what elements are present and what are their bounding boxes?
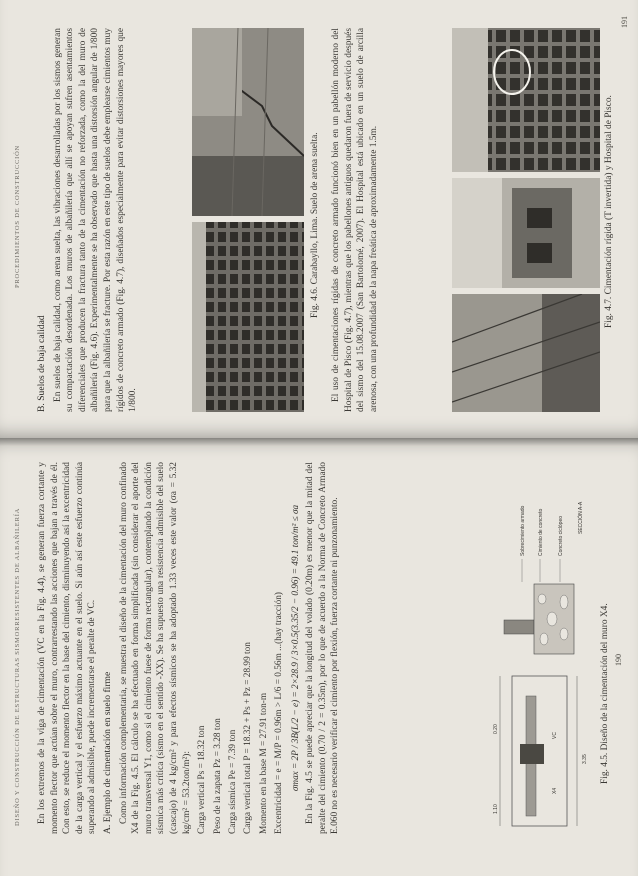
right-page-header: PROCEDIMIENTOS DE CONSTRUCCIÓN <box>14 144 21 288</box>
legend-ciclopeo: Concreto ciclópeo <box>558 515 564 556</box>
section-title-b: B. Suelos de baja calidad <box>36 315 47 412</box>
dim-right-label: 3.35 <box>582 754 588 764</box>
soils-paragraph: En suelos de baja calidad, como arena suelta, las vibraciones desarrolladas por los sismos generan su compactación desordenada. Los muros de albañilería que allí se apoyan sufren asentamientos diferenciales que producen la fractura tanto de la cimentación no reforzada, como la del muro de albañilería (Fig. 4.6). Experimentalmente se ha observado que hasta una distorsión angular de 1/800 para que la albañilería se fracture. Por esta razón en este tipo de suelos debe emplearse cimientos muy rígidos de concreto armado (Fig. 4.7), diseñados especialmente para evitar distorsiones mayores que 1/800. <box>52 28 139 412</box>
section-title-a: A. Ejemplo de cimentación en suelo firme <box>101 671 113 834</box>
right-page-top-text <box>36 28 143 412</box>
left-page-number: 190 <box>614 654 623 666</box>
intro-paragraph: En los extremos de la viga de cimentación (VC en la Fig. 4.4), se generan fuerza cortante y momento flector que actúan sobre el muro, contrarrestando las acciones que bajan a través de él. Con esto, se reduce el momento flector en la base del cimiento, disminuyendo así la excentricidad de la carga vertical y el esfuerzo máximo actuante en el suelo. Si aún así este esfuerzo continúa superando al admisible, puede incrementarse el peralte de VC. <box>37 462 98 834</box>
fig47-caption: Fig. 4.7. Cimentación rígida (T invertida) y Hospital de Pisco. <box>604 95 614 328</box>
dim-left-label: 1.10 <box>493 804 499 814</box>
left-page-header: DISEÑO Y CONSTRUCCIÓN DE ESTRUCTURAS SISMORRESISTENTES DE ALBAÑILERÍA <box>14 507 21 826</box>
data-line: Momento en la base M = 27.91 ton-m <box>258 692 269 834</box>
rigid-foundation-paragraph: El uso de cimentaciones rígidas de concreto armado funcionó bien en un pabellón moderno del Hospital de Pisco (Fig. 4.7), mientras que los pabellones antiguos quedaron fuera de servicio después del sismo del 15.08.2007 (San Bartolomé, 2007). El Hospital está ubicado en un suelo de arcilla arenosa, con una profundidad de la napa freática de aproximadamente 1.5m. <box>331 28 379 412</box>
data-line: Peso de la zapata Pz = 3.28 ton <box>212 718 223 834</box>
data-line: Carga sísmica Pe = 7.39 ton <box>227 729 238 834</box>
fig47-photo-middle <box>452 178 600 288</box>
data-line: Excentricidad = e = M/P = 0.96m > L/6 = 0.56m ...(hay tracción) <box>274 592 285 834</box>
data-line: Carga vertical total P = 18.32 + Ps + Pz = 28.99 ton <box>243 642 254 834</box>
dim-mid-label: 0.20 <box>493 724 499 734</box>
closing-paragraph: En la Fig. 4.5 se puede apreciar que la longitud del volado (0.20m) es menor que la mitad del peralte del cimiento (0.70 / 2 = 0.35m), por lo que de acuerdo a la Norma de Concreto Armado E.060 no es necesario verificar el cimiento por flexión, fuerza cortante ni punzonamiento. <box>305 462 341 834</box>
fig47-photo-left <box>452 294 600 412</box>
fig46-photo-right <box>192 28 304 216</box>
section-label: SECCIÓN A-A <box>578 501 584 534</box>
fig47-photo-right <box>452 28 600 172</box>
right-page-number: 191 <box>620 16 629 28</box>
data-line: Carga vertical Ps = 18.32 ton <box>197 725 208 834</box>
right-page-mid-text <box>330 28 383 412</box>
left-page-body <box>36 462 345 834</box>
x4-label: X4 <box>552 787 558 794</box>
left-page <box>0 438 638 876</box>
vc-label: VC <box>552 732 558 739</box>
fig45-caption: Fig. 4.5. Diseño de la cimentación del muro X4. <box>600 603 610 784</box>
legend-cimiento: Cimiento de concreto <box>538 508 544 556</box>
example-paragraph: Como información complementaria, se muestra el diseño de la cimentación del muro confinado X4 de la Fig. 4.5. El cálculo se ha efectuado en forma simplificada (sin considerar el aporte del muro transversal Y1, como si el cimiento fuese de forma rectangular), contemplando la condición sísmica más crítica (sismo en el sentido -XX). Se ha supuesto una resistencia admisible del suelo (cascajo) de 4 kg/cm² y para efectos sísmicos se ha adoptado 1.33 veces este valor (σa = 5.32 kg/cm² = 53.2ton/m²): <box>118 462 192 834</box>
foundation-diagram <box>482 464 597 834</box>
stress-formula: σmax = 2P / 3B(L/2 − e) = 2×28.9 / 3×0.5(3.35/2 − 0.96) = 49.1 ton/m² ≤ σa <box>289 504 300 792</box>
fig46-photo-left <box>192 222 304 412</box>
legend-sobrecimiento: Sobrecimiento armado <box>520 505 526 556</box>
fig46-caption: Fig. 4.6. Carabayllo, Lima. Suelo de arena suelta. <box>310 132 320 318</box>
